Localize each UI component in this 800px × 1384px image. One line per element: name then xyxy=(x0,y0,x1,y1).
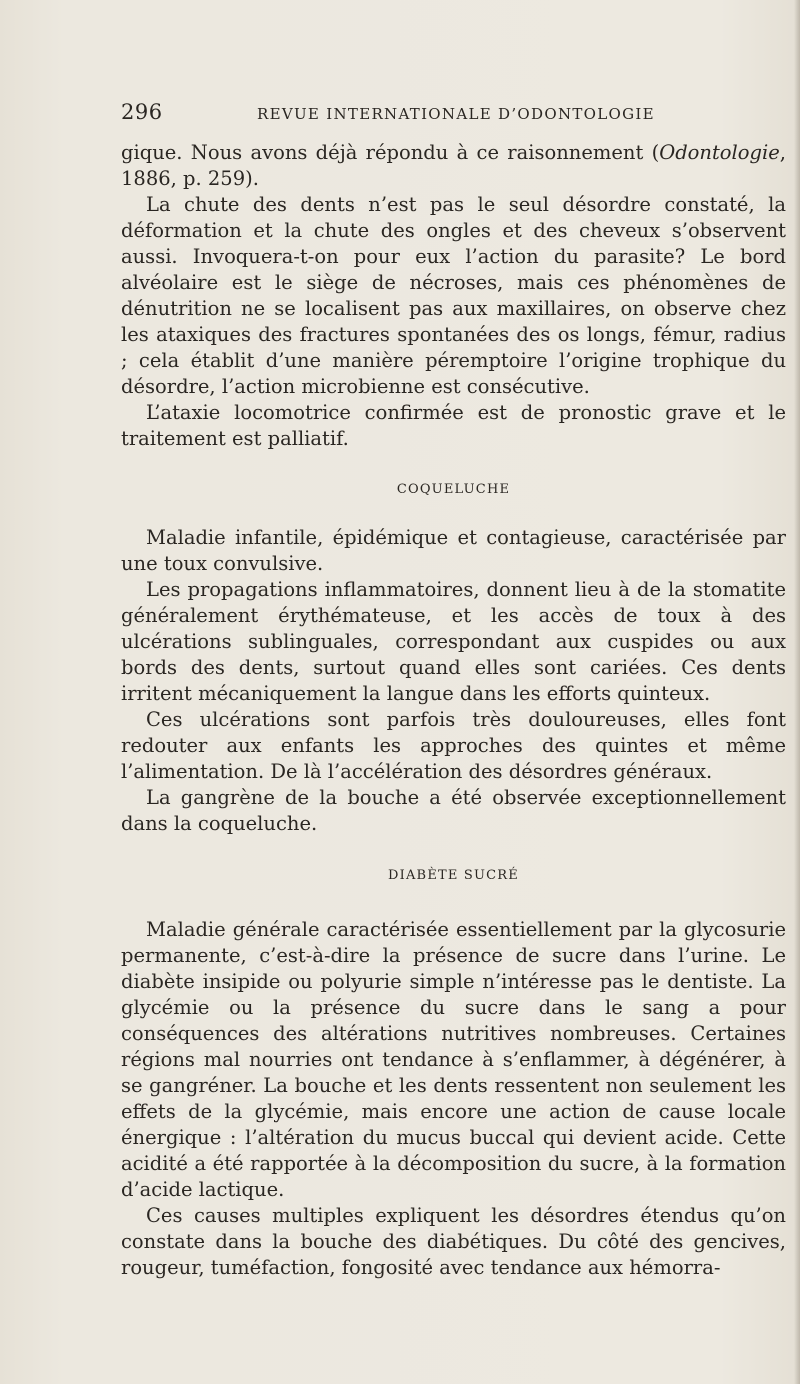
page-body xyxy=(121,140,786,1281)
paragraph-continuation xyxy=(121,140,786,192)
section-heading-diabete: DIABÈTE SUCRÉ xyxy=(388,868,519,883)
section-heading-coqueluche: COQUELUCHE xyxy=(396,482,511,497)
running-head: REVUE INTERNATIONALE D’ODONTOLOGIE xyxy=(257,105,655,123)
paragraph-ataxia-symptoms: La chute des dents n’est pas le seul désordre constaté, la déformation et la chute des ongles et des cheveux s’observent aussi. Invoquera-t-on pour eux l’action du parasite? Le bord alvéolaire est le siège de nécroses, mais ces phénomènes de dénutrition ne se localisent pas aux maxillaires, on observe chez les ataxiques des fractures spontanées des os longs, fémur, radius ; cela établit d’une manière péremptoire l’origine trophique du désordre, l’action microbienne est consécutive. xyxy=(121,193,786,398)
paragraph-coqueluche-propagation: Les propagations inflammatoires, donnent lieu à de la stomatite généralement érythémateuse, et les accès de toux à des ulcérations sublinguales, correspondant aux cuspides ou aux bords des dents, surtout quand elles sont cariées. Ces dents irritent mécaniquement la langue dans les efforts quinteux. xyxy=(121,578,786,705)
journal-title: Odontologie xyxy=(659,141,780,164)
page-number: 296 xyxy=(121,100,163,124)
paragraph-coqueluche-definition: Maladie infantile, épidémique et contagieuse, caractérisée par une toux convulsive. xyxy=(121,526,786,575)
paragraph-diabete-definition: Maladie générale caractérisée essentiellement par la glycosurie permanente, c’est-à-dire la présence de sucre dans l’urine. Le diabète insipide ou polyurie simple n’intéresse pas le dentiste. La glycémie ou la présence du sucre dans le sang a pour conséquences des altérations nutritives nombreuses. Certaines régions mal nourries ont tendance à s’enflammer, à dégénérer, à se gangréner. La bouche et les dents ressentent non seulement les effets de la glycémie, mais encore une action de cause locale énergique : l’altération du mucus buccal qui devient acide. Cette acidité a été rapportée à la décomposition du sucre, à la formation d’acide lactique. xyxy=(121,918,786,1201)
paragraph-ataxia-prognosis: L’ataxie locomotrice confirmée est de pronostic grave et le traitement est palliatif. xyxy=(121,401,786,450)
page-header xyxy=(121,100,681,130)
paragraph-coqueluche-ulcerations: Ces ulcérations sont parfois très douloureuses, elles font redouter aux enfants les approches des quintes et même l’alimentation. De là l’accélération des désordres généraux. xyxy=(121,708,786,783)
text-run: gique. Nous avons déjà répondu à ce raisonnement ( xyxy=(121,141,660,164)
text-run: , 1886, p. 259). xyxy=(121,141,786,190)
paragraph-diabete-causes: Ces causes multiples expliquent les désordres étendus qu’on constate dans la bouche des diabétiques. Du côté des gencives, rougeur, tuméfaction, fongosité avec tendance aux hémorra- xyxy=(121,1204,786,1279)
paragraph-coqueluche-gangrene: La gangrène de la bouche a été observée exceptionnellement dans la coqueluche. xyxy=(121,786,786,835)
page-edge-shadow xyxy=(794,0,800,1384)
